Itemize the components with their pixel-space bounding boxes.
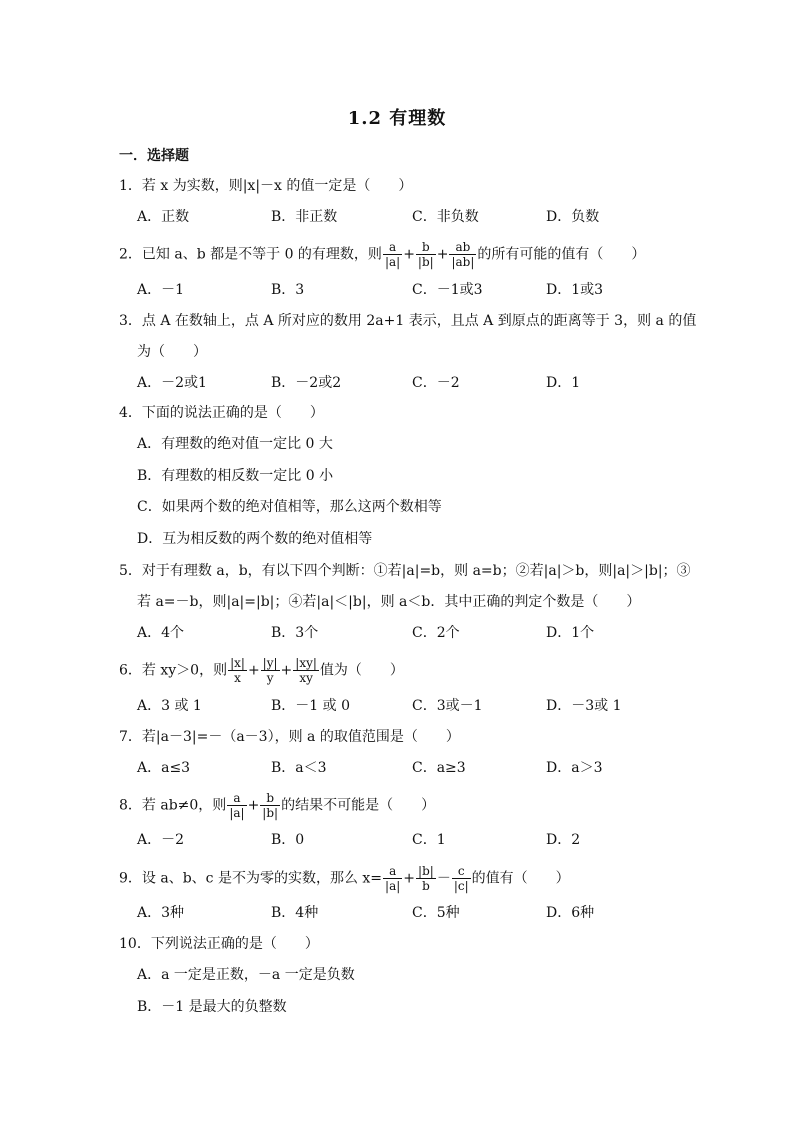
q10-option-b: B．－1 是最大的负整数 bbox=[137, 999, 287, 1015]
q6-option-a: A．3 或 1 bbox=[137, 698, 202, 714]
q2-fraction-3 bbox=[449, 240, 476, 269]
q6-option-d: D．－3或 1 bbox=[546, 698, 622, 714]
question-5: 5．对于有理数 a，b，有以下四个判断：①若|a|=b，则 a=b；②若|a|＞b，则|a|＞|b|；③ bbox=[119, 563, 691, 579]
q2-option-a: A．－1 bbox=[137, 282, 185, 298]
q9-frac3-numerator: c bbox=[452, 864, 471, 879]
q1-option-a: A．正数 bbox=[137, 209, 190, 225]
q4-option-b: B．有理数的相反数一定比 0 小 bbox=[137, 468, 334, 484]
question-10: 10．下列说法正确的是（ ） bbox=[119, 936, 319, 952]
q2-fraction-1 bbox=[383, 240, 402, 269]
q6-fraction-2 bbox=[261, 656, 280, 685]
q9-fraction-2 bbox=[416, 864, 436, 893]
q9-option-a: A．3种 bbox=[137, 905, 185, 921]
q2-frac2-numerator: b bbox=[416, 240, 436, 255]
q9-option-d: D．6种 bbox=[546, 905, 595, 921]
q8-frac2-denominator: |b| bbox=[262, 806, 279, 820]
q3-option-c: C．－2 bbox=[412, 375, 460, 391]
q6-frac2-denominator: y bbox=[266, 671, 274, 685]
q7-option-d: D．a＞3 bbox=[546, 760, 603, 776]
q9-frac3-denominator: |c| bbox=[453, 879, 469, 893]
q9-stem-start: 9．设 a、b、c 是不为零的实数，那么 x= bbox=[119, 870, 383, 887]
q6-fraction-3 bbox=[293, 656, 319, 685]
q6-stem-start: 6．若 xy＞0，则 bbox=[119, 662, 228, 679]
q9-stem-end: 的值有（ ） bbox=[471, 870, 570, 887]
q8-option-b: B．0 bbox=[271, 832, 305, 848]
question-8 bbox=[119, 791, 435, 820]
q9-frac1-denominator: |a| bbox=[385, 879, 401, 893]
question-5-cont: 若 a=－b，则|a|=|b|；④若|a|＜|b|，则 a＜b．其中正确的判定个数是（ ） bbox=[137, 594, 641, 610]
q6-frac3-denominator: xy bbox=[299, 671, 313, 685]
q2-frac3-numerator: ab bbox=[449, 240, 476, 255]
q8-fraction-2 bbox=[260, 791, 280, 820]
q5-option-d: D．1个 bbox=[546, 625, 595, 641]
question-6 bbox=[119, 656, 404, 685]
q8-plus: + bbox=[247, 797, 260, 814]
q8-frac2-numerator: b bbox=[260, 791, 280, 806]
q6-plus-1: + bbox=[247, 662, 260, 679]
q9-fraction-3 bbox=[452, 864, 471, 893]
q8-stem-start: 8．若 ab≠0，则 bbox=[119, 797, 227, 814]
q3-option-a: A．－2或1 bbox=[137, 375, 207, 391]
q3-option-b: B．－2或2 bbox=[271, 375, 342, 391]
question-1: 1．若 x 为实数，则|x|－x 的值一定是（ ） bbox=[119, 178, 413, 194]
q2-option-b: B．3 bbox=[271, 282, 305, 298]
q5-option-b: B．3个 bbox=[271, 625, 319, 641]
q8-stem-end: 的结果不可能是（ ） bbox=[281, 797, 436, 814]
q2-option-d: D．1或3 bbox=[546, 282, 604, 298]
question-9 bbox=[119, 864, 570, 893]
q2-plus-2: + bbox=[436, 246, 449, 263]
q1-option-d: D．负数 bbox=[546, 209, 600, 225]
q1-option-b: B．非正数 bbox=[271, 209, 338, 225]
q10-option-a: A．a 一定是正数，－a 一定是负数 bbox=[137, 967, 355, 983]
q6-fraction-1 bbox=[228, 656, 247, 685]
q2-option-c: C．－1或3 bbox=[412, 282, 483, 298]
section-heading: 一．选择题 bbox=[119, 148, 189, 164]
q4-option-a: A．有理数的绝对值一定比 0 大 bbox=[137, 436, 333, 452]
q7-option-b: B．a＜3 bbox=[271, 760, 327, 776]
q2-fraction-2 bbox=[416, 240, 436, 269]
q6-frac2-numerator: |y| bbox=[262, 656, 278, 670]
q6-option-c: C．3或－1 bbox=[412, 698, 483, 714]
q8-frac1-denominator: |a| bbox=[229, 806, 245, 820]
q2-stem-end: 的所有可能的值有（ ） bbox=[477, 246, 646, 263]
q6-plus-2: + bbox=[280, 662, 293, 679]
page-title: 1.2 有理数 bbox=[347, 108, 447, 129]
q6-frac1-denominator: x bbox=[234, 671, 241, 685]
q2-frac2-denominator: |b| bbox=[417, 255, 434, 269]
q4-option-d: D．互为相反数的两个数的绝对值相等 bbox=[137, 531, 373, 547]
q6-frac3-numerator: |xy| bbox=[295, 656, 317, 670]
question-3-cont: 为（ ） bbox=[137, 344, 207, 360]
q6-option-b: B．－1 或 0 bbox=[271, 698, 351, 714]
q8-option-d: D．2 bbox=[546, 832, 581, 848]
q7-option-c: C．a≥3 bbox=[412, 760, 466, 776]
question-2 bbox=[119, 240, 645, 269]
q1-option-c: C．非负数 bbox=[412, 209, 479, 225]
q8-fraction-1 bbox=[227, 791, 246, 820]
q9-fraction-1 bbox=[383, 864, 402, 893]
q9-frac2-denominator: b bbox=[422, 879, 430, 893]
q8-option-c: C．1 bbox=[412, 832, 446, 848]
q7-option-a: A．a≤3 bbox=[137, 760, 191, 776]
q3-option-d: D．1 bbox=[546, 375, 581, 391]
q5-option-c: C．2个 bbox=[412, 625, 460, 641]
q2-frac3-denominator: |ab| bbox=[451, 255, 475, 269]
q9-option-b: B．4种 bbox=[271, 905, 319, 921]
q2-stem-start: 2．已知 a、b 都是不等于 0 的有理数，则 bbox=[119, 246, 382, 263]
q6-frac1-numerator: |x| bbox=[230, 656, 245, 670]
q8-frac1-numerator: a bbox=[227, 791, 246, 806]
q2-frac1-denominator: |a| bbox=[384, 255, 401, 269]
question-7: 7．若|a－3|=－（a－3），则 a 的取值范围是（ ） bbox=[119, 729, 460, 745]
q9-frac1-numerator: a bbox=[383, 864, 402, 879]
q2-plus-1: + bbox=[403, 246, 415, 263]
q9-plus: + bbox=[403, 870, 416, 887]
q9-frac2-numerator: |b| bbox=[418, 864, 434, 878]
q6-stem-end: 值为（ ） bbox=[319, 662, 404, 679]
q9-option-c: C．5种 bbox=[412, 905, 460, 921]
q9-minus: － bbox=[436, 870, 451, 887]
q4-option-c: C．如果两个数的绝对值相等，那么这两个数相等 bbox=[137, 499, 442, 515]
q8-option-a: A．－2 bbox=[137, 832, 185, 848]
question-4: 4．下面的说法正确的是（ ） bbox=[119, 405, 324, 421]
q2-frac1-numerator: a bbox=[383, 240, 402, 255]
question-3: 3．点 A 在数轴上，点 A 所对应的数用 2a+1 表示，且点 A 到原点的距离等于 3，则 a 的值 bbox=[119, 313, 697, 329]
q5-option-a: A．4个 bbox=[137, 625, 185, 641]
